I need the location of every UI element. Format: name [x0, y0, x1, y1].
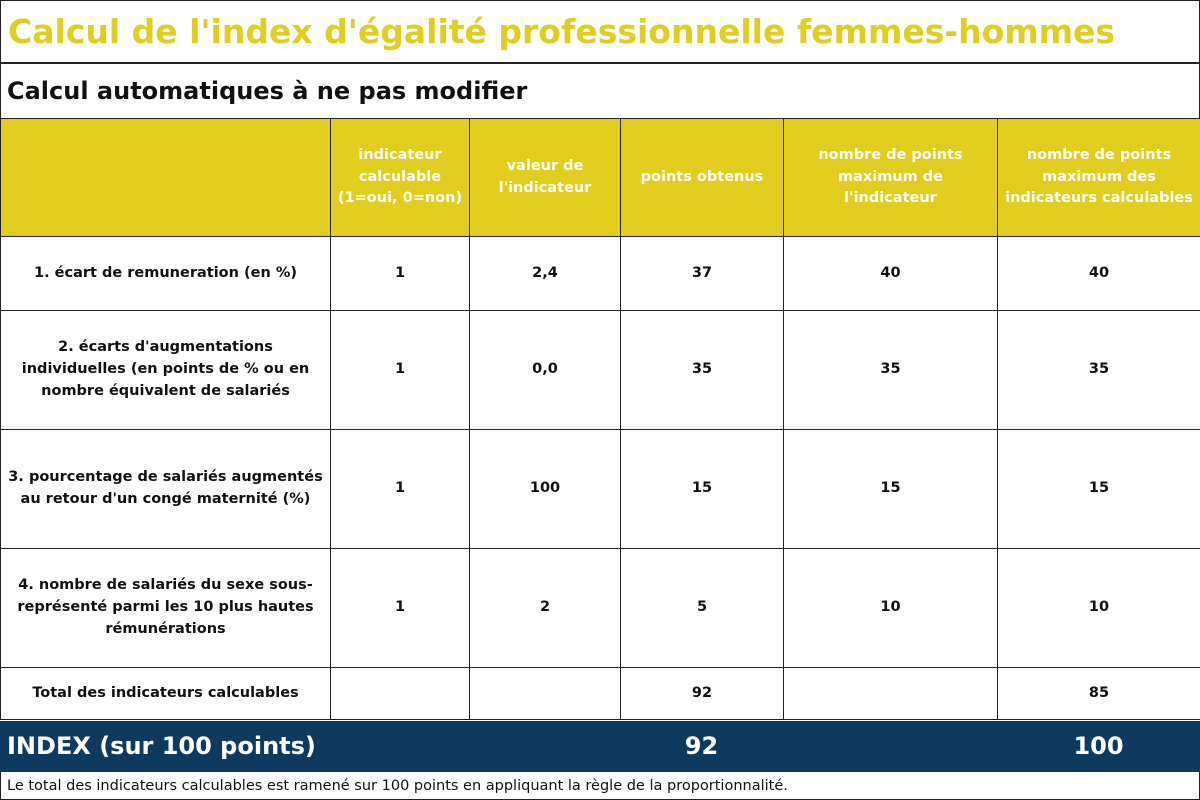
cell-max-calculables: 15: [998, 430, 1200, 549]
header-points-obtenus: points obtenus: [621, 119, 784, 237]
cell-calculable: 1: [331, 237, 470, 311]
header-max-calculables: nombre de points maximum des indicateurs calculables: [998, 119, 1200, 237]
page-title: Calcul de l'index d'égalité professionnelle femmes-hommes: [8, 12, 1116, 51]
footnote: Le total des indicateurs calculables est ramené sur 100 points en appliquant la règle de la proportionnalité.: [0, 772, 1200, 800]
section-subtitle: Calcul automatiques à ne pas modifier: [7, 77, 528, 105]
cell-calculable: 1: [331, 311, 470, 430]
index-points: 92: [684, 732, 719, 760]
cell-valeur: 2: [470, 549, 621, 668]
cell-calculable: [331, 668, 470, 720]
cell-calculable: 1: [331, 549, 470, 668]
cell-max-indicateur: 15: [784, 430, 998, 549]
header-label: [1, 119, 331, 237]
cell-max-indicateur: 40: [784, 237, 998, 311]
cell-points: 5: [621, 549, 784, 668]
cell-points: 37: [621, 237, 784, 311]
table-header-row: [1, 119, 1200, 237]
cell-points: 35: [621, 311, 784, 430]
index-label: INDEX (sur 100 points): [7, 732, 316, 760]
cell-max-indicateur: 10: [784, 549, 998, 668]
table-row: [1, 430, 1200, 549]
table-row: [1, 237, 1200, 311]
row-label: 1. écart de remuneration (en %): [1, 237, 331, 311]
index-bar: [0, 721, 1200, 772]
header-valeur: valeur de l'indicateur: [470, 119, 621, 237]
cell-valeur: 2,4: [470, 237, 621, 311]
total-label: Total des indicateurs calculables: [1, 668, 331, 720]
cell-valeur: 100: [470, 430, 621, 549]
cell-points: 15: [621, 430, 784, 549]
header-max-indicateur: nombre de points maximum de l'indicateur: [784, 119, 998, 237]
cell-max-indicateur: [784, 668, 998, 720]
total-points: 92: [621, 668, 784, 720]
cell-max-calculables: 35: [998, 311, 1200, 430]
cell-max-calculables: 10: [998, 549, 1200, 668]
header-calculable: indicateur calculable (1=oui, 0=non): [331, 119, 470, 237]
row-label: 4. nombre de salariés du sexe sous-représenté parmi les 10 plus hautes rémunérations: [1, 549, 331, 668]
cell-valeur: [470, 668, 621, 720]
subtitle-bar: [0, 64, 1200, 118]
cell-valeur: 0,0: [470, 311, 621, 430]
total-max-calculables: 85: [998, 668, 1200, 720]
cell-max-calculables: 40: [998, 237, 1200, 311]
row-label: 2. écarts d'augmentations individuelles (en points de % ou en nombre équivalent de salariés: [1, 311, 331, 430]
indicator-table: [0, 118, 1200, 720]
cell-max-indicateur: 35: [784, 311, 998, 430]
table-row: [1, 549, 1200, 668]
cell-calculable: 1: [331, 430, 470, 549]
title-bar: [0, 0, 1200, 64]
index-max: 100: [1073, 732, 1124, 760]
total-row: [1, 668, 1200, 720]
row-label: 3. pourcentage de salariés augmentés au retour d'un congé maternité (%): [1, 430, 331, 549]
table-row: [1, 311, 1200, 430]
